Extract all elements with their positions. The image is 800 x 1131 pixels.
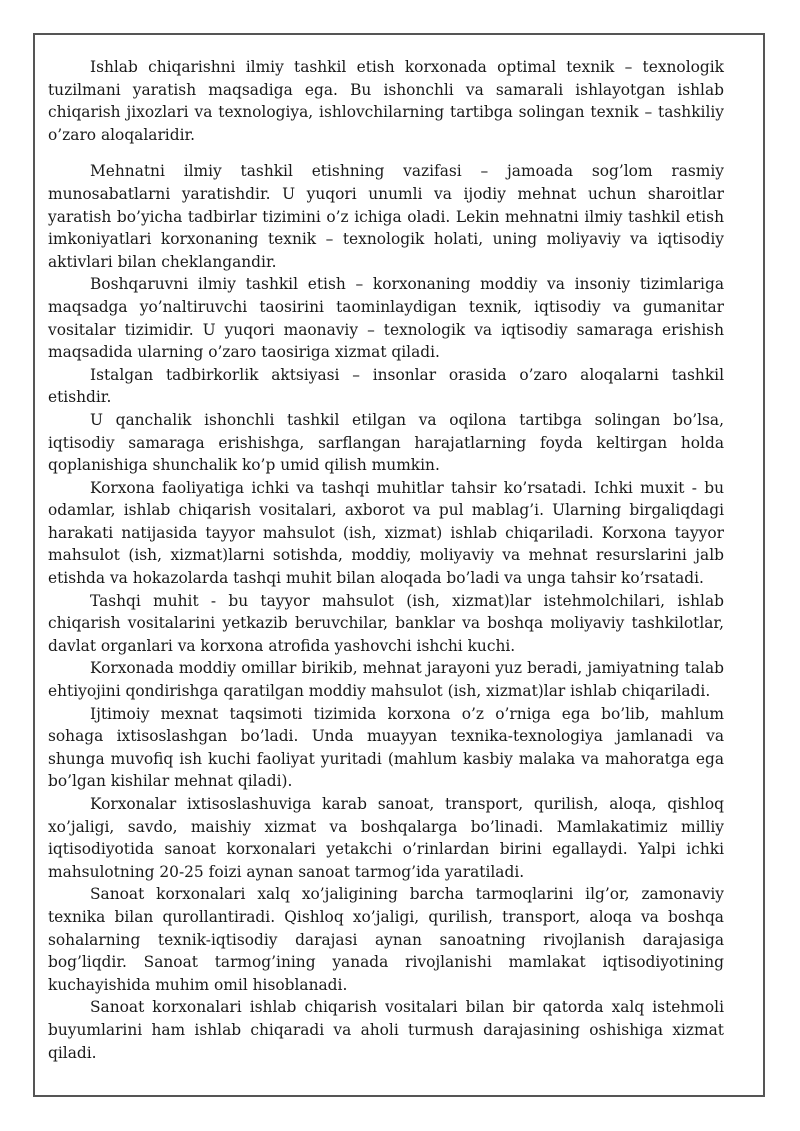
paragraph: Korxona faoliyatiga ichki va tashqi muhitlar tahsir ko’rsatadi. Ichki muxit - bu odamlar, ishlab chiqarish vositalari, axborot va pul mablag’i. Ularning birgaliqdagi harakati natijasida tayyor mahsulot (ish, xizmat) ishlab chiqariladi. Korxona tayyor mahsulot (ish, xizmat)larni sotishda, moddiy, moliyaviy va mehnat resurslarini jalb etishda va hokazolarda tashqi muhit bilan aloqada bo’ladi va unga tahsir ko’rsatadi. — [48, 478, 724, 588]
paragraph: Tashqi muhit - bu tayyor mahsulot (ish, xizmat)lar istehmolchilari, ishlab chiqarish vositalarini yetkazib beruvchilar, banklar va boshqa moliyaviy tashkilotlar, davlat organlari va korxona atrofida yashovchi ishchi kuchi. — [48, 591, 724, 655]
paragraph: Mehnatni ilmiy tashkil etishning vazifasi – jamoada sog’lom rasmiy munosabatlarni yaratishdir. U yuqori unumli va ijodiy mehnat uchun sharoitlar yaratish bo’yicha tadbirlar tizimini o’z ichiga oladi. Lekin mehnatni ilmiy tashkil etish imkoniyatlari korxonaning texnik – texnologik holati, uning moliyaviy va iqtisodiy aktivlari bilan cheklangandir. — [48, 162, 724, 271]
paragraph: Ijtimoiy mexnat taqsimoti tizimida korxona o’z o’rniga ega bo’lib, mahlum sohaga ixtisoslashgan bo’ladi. Unda muayyan texnika-texnologiya jamlanadi va shunga muvofiq ish kuchi faoliyat yuritadi (mahlum kasbiy malaka va mahoratga ega bo’lgan kishilar mehnat qiladi). — [48, 704, 724, 791]
paragraph: Istalgan tadbirkorlik aktsiyasi – insonlar orasida o’zaro aloqalarni tashkil etishdir. — [48, 365, 724, 407]
paragraph: Sanoat korxonalari xalq xo’jaligining barcha tarmoqlarini ilg’or, zamonaviy texnika bilan qurollantiradi. Qishloq xo’jaligi, qurilish, transport, aloqa va boshqa sohalarning texnik-iqtisodiy darajasi aynan sanoatning rivojlanish darajasiga bog’liqdir. Sanoat tarmog’ining yanada rivojlanishi mamlakat iqtisodiyotining kuchayishida muhim omil hisoblanadi. — [48, 885, 724, 994]
paragraph: Korxonalar ixtisoslashuviga karab sanoat, transport, qurilish, aloqa, qishloq xo’jaligi, savdo, maishiy xizmat va boshqalarga bo’linadi. Mamlakatimiz milliy iqtisodiyotida sanoat korxonalari yetakchi o’rinlardan birini egallaydi. Yalpi ichki mahsulotning 20-25 foizi aynan sanoat tarmog’ida yaratiladi. — [48, 795, 724, 881]
document-body — [48, 56, 724, 1064]
paragraph: Boshqaruvni ilmiy tashkil etish – korxonaning moddiy va insoniy tizimlariga maqsadga yo’naltiruvchi taosirini taominlaydigan texnik, iqtisodiy va gumanitar vositalar tizimidir. U yuqori maonaviy – texnologik va iqtisodiy samaraga erishish maqsadida ularning o’zaro taosiriga xizmat qiladi. — [48, 275, 724, 362]
paragraph: U qanchalik ishonchli tashkil etilgan va oqilona tartibga solingan bo’lsa, iqtisodiy samaraga erishishga, sarflangan harajatlarning foyda keltirgan holda qoplanishiga shunchalik ko’p umid qilish mumkin. — [48, 410, 724, 475]
paragraph: Sanoat korxonalari ishlab chiqarish vositalari bilan bir qatorda xalq istehmoli buyumlarini ham ishlab chiqaradi va aholi turmush darajasining oshishiga xizmat qiladi. — [48, 998, 724, 1062]
paragraph: Ishlab chiqarishni ilmiy tashkil etish korxonada optimal texnik – texnologik tuzilmani yaratish maqsadiga ega. Bu ishonchli va samarali ishlayotgan ishlab chiqarish jixozlari va texnologiya, ishlovchilarning tartibga solingan texnik – tashkiliy o’zaro aloqalaridir. — [48, 58, 724, 144]
paragraph: Korxonada moddiy omillar birikib, mehnat jarayoni yuz beradi, jamiyatning talab ehtiyojini qondirishga qaratilgan moddiy mahsulot (ish, xizmat)lar ishlab chiqariladi. — [48, 659, 724, 701]
